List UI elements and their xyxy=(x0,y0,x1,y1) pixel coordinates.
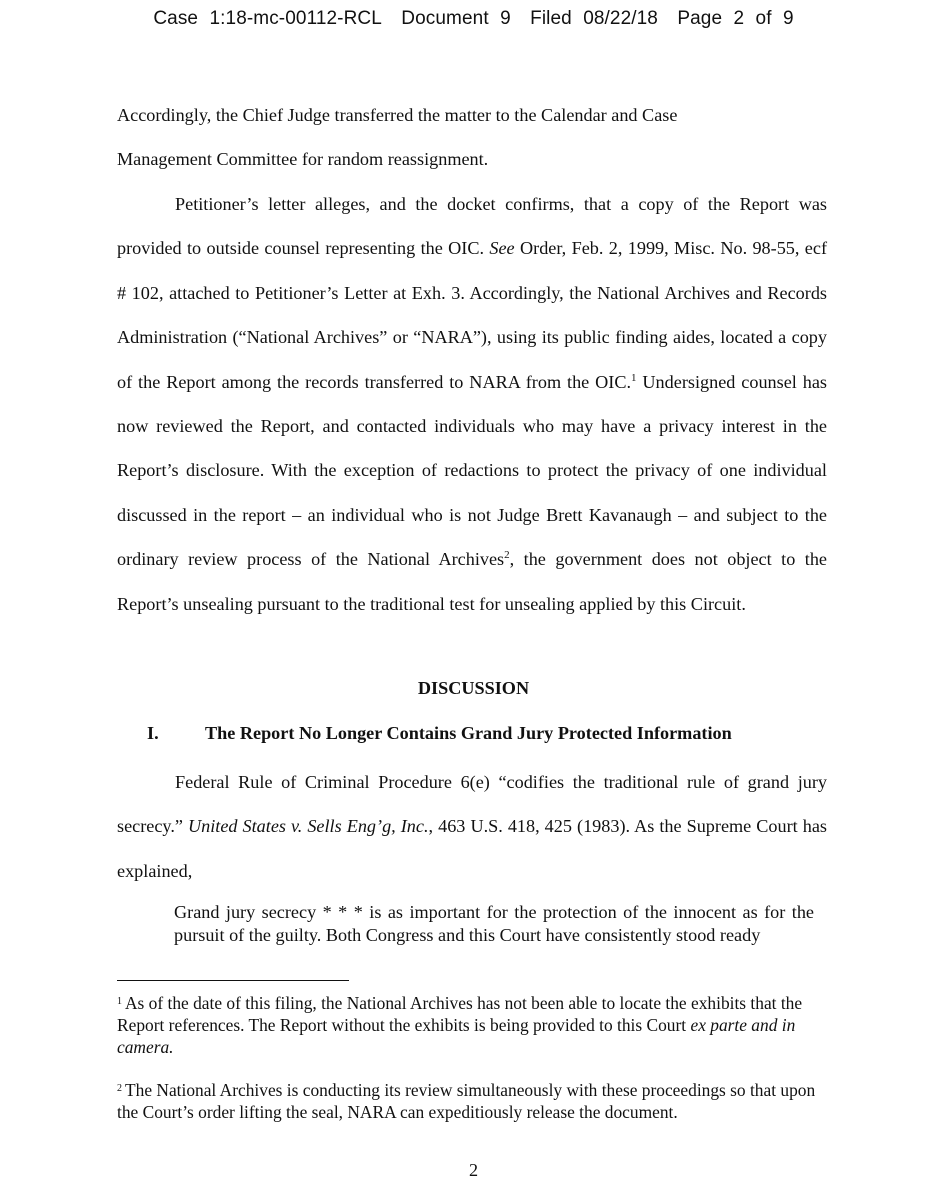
footnote-divider xyxy=(117,980,349,981)
discussion-heading: DISCUSSION xyxy=(417,678,530,698)
section-title: The Report No Longer Contains Grand Jury Protected Information xyxy=(205,723,732,743)
case-number: Case 1:18-mc-00112-RCL xyxy=(153,8,382,29)
footnote-ref-2: 2 xyxy=(504,549,510,562)
paragraph-continued xyxy=(117,93,827,182)
paragraph-line: Accordingly, the Chief Judge transferred the matter to the Calendar and Case xyxy=(117,105,678,125)
paragraph-report xyxy=(117,182,827,626)
paragraph-line: Management Committee for random reassignment. xyxy=(117,149,489,170)
footnote-italic: ex parte and in camera. xyxy=(117,1015,796,1057)
paragraph-rule-6e xyxy=(117,760,827,893)
paragraph-body xyxy=(117,182,827,626)
document-number: Document 9 xyxy=(401,8,511,29)
paragraph-body xyxy=(117,760,827,893)
case-citation: United States v. Sells Eng’g, Inc. xyxy=(188,816,429,837)
text-run: Undersigned counsel has now reviewed the Report, and contacted individuals who may have a privacy interest in the Report’s disclosure. With the exception of redactions to protect the privacy of one individual discussed in the report – an individual who is not Judge Brett Kavanaugh – and subject to the ordinary review process of the National Archives xyxy=(117,371,827,570)
footnote-mark: 1 xyxy=(117,996,122,1007)
text-run: , 463 U.S. 418, 425 (1983). As the Supreme Court has explained, xyxy=(117,816,827,881)
page-number: 2 xyxy=(468,1160,479,1180)
case-header xyxy=(0,8,947,30)
footnote-mark: 2 xyxy=(117,1083,122,1094)
section-heading xyxy=(147,723,732,744)
section-number: I. xyxy=(147,723,159,743)
text-run: , the government does not object to the Report’s unsealing pursuant to the traditional test for unsealing applied by this Circuit. xyxy=(117,549,827,614)
footnote-ref-1: 1 xyxy=(631,371,637,384)
filed-date: Filed 08/22/18 xyxy=(530,8,658,29)
text-run: Federal Rule of Criminal Procedure 6(e) “codifies the traditional rule of grand jury secrecy.” xyxy=(117,772,827,837)
page-indicator: Page 2 of 9 xyxy=(677,8,794,29)
footnote-1 xyxy=(117,991,827,1058)
footnote-text: The National Archives is conducting its review simultaneously with these proceedings so that upon the Court’s order lifting the seal, NARA can expeditiously release the document. xyxy=(117,1080,816,1122)
block-quote: Grand jury secrecy * * * is as important for the protection of the innocent as for the pursuit of the guilty. Both Congress and this Court have consistently stood ready xyxy=(174,902,814,945)
text-run: Order, Feb. 2, 1999, Misc. No. 98-55, ecf # 102, attached to Petitioner’s Letter at Exh. 3. Accordingly, the National Archives and Records Administration (“National Archives” or “NARA”), using its public finding aides, located a copy of the Report among the records transferred to NARA from the OIC. xyxy=(117,238,828,392)
footnote-text: As of the date of this filing, the National Archives has not been able to locate the exhibits that the Report references. The Report without the exhibits is being provided to this Court xyxy=(117,993,803,1035)
citation-signal: See xyxy=(489,238,515,259)
text-run: Petitioner’s letter alleges, and the docket confirms, that a copy of the Report was provided to outside counsel representing the OIC. xyxy=(117,194,827,259)
footnote-2 xyxy=(117,1078,827,1123)
